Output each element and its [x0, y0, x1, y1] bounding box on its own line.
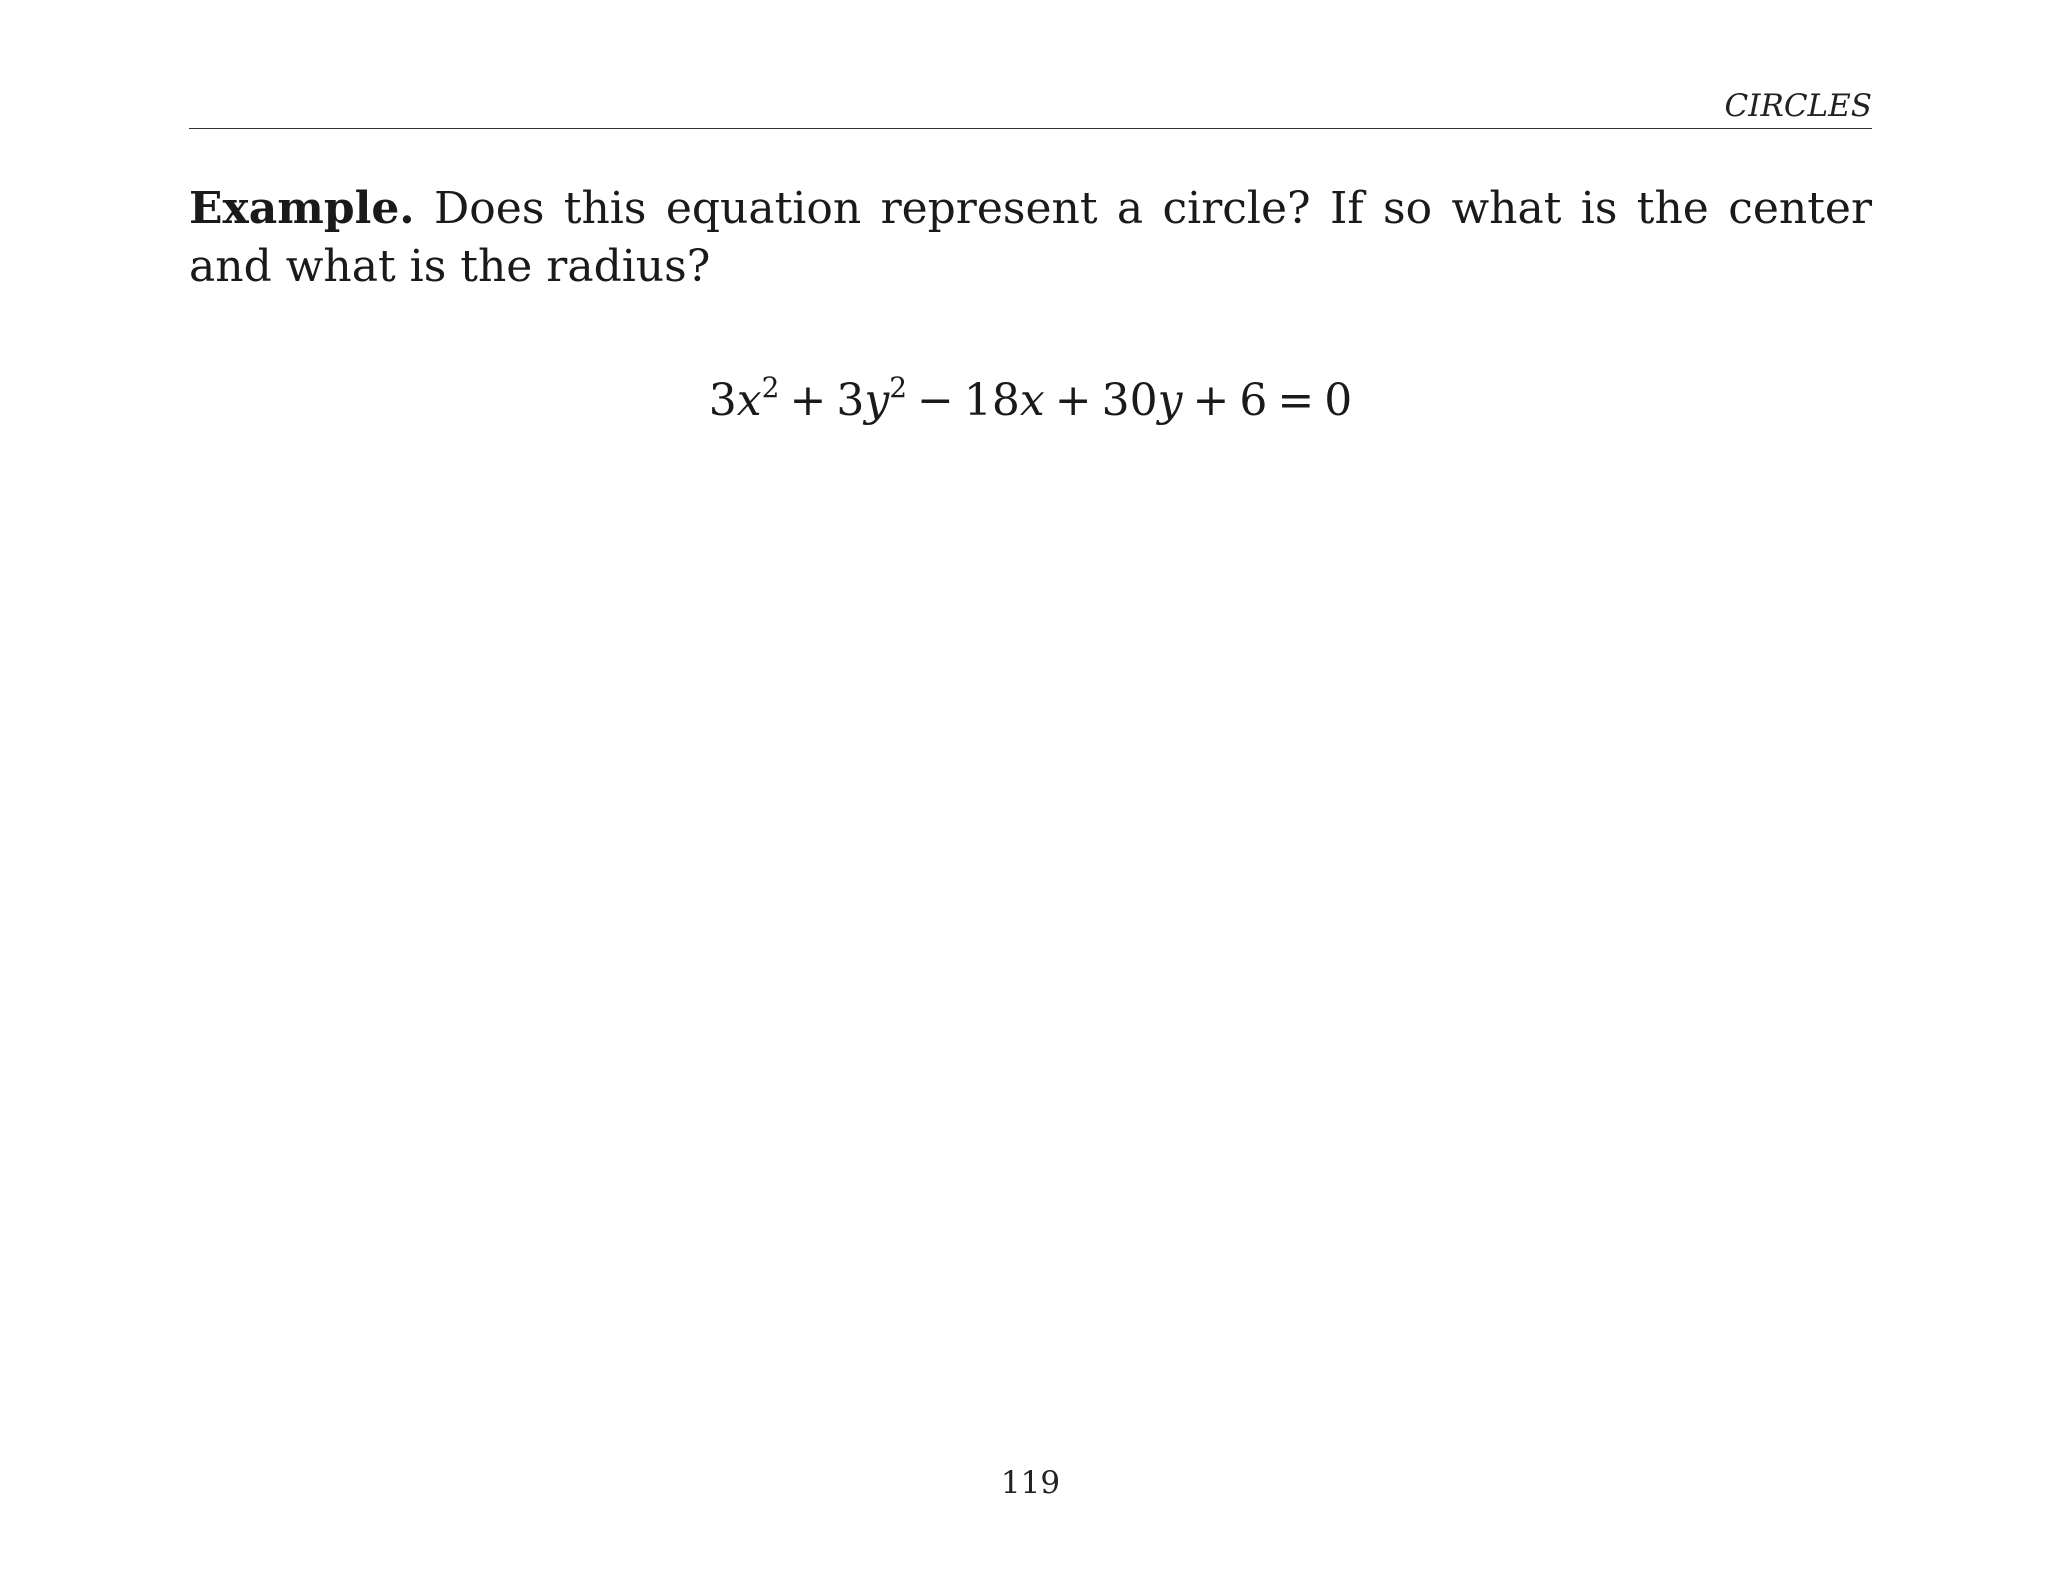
eq-term1-coef: 3: [708, 375, 737, 426]
page-number: 119: [1000, 1465, 1061, 1501]
eq-equals: =: [1277, 375, 1315, 426]
eq-term4-var: y: [1157, 375, 1183, 426]
eq-term1-var: x: [736, 375, 762, 426]
eq-op2: −: [917, 375, 954, 426]
header-rule: [189, 128, 1872, 129]
eq-term2-var: y: [864, 375, 890, 426]
eq-op4: +: [1192, 375, 1230, 426]
eq-rhs: 0: [1324, 375, 1353, 426]
eq-term3-var: x: [1019, 375, 1045, 426]
eq-term2-coef: 3: [836, 375, 865, 426]
eq-op3: +: [1054, 375, 1092, 426]
example-paragraph: [189, 180, 1872, 296]
eq-term4-coef: 30: [1101, 375, 1158, 426]
example-text: Does this equation represent a circle? If so what is the center and what is the radius?: [189, 183, 1872, 292]
eq-term2-exp: 2: [889, 371, 908, 404]
running-header-title: CIRCLES: [1724, 88, 1872, 124]
eq-term3-coef: 18: [963, 375, 1020, 426]
example-label: Example.: [189, 183, 415, 234]
equation: [189, 372, 1872, 430]
eq-op1: +: [789, 375, 827, 426]
eq-term5-const: 6: [1239, 375, 1268, 426]
eq-term1-exp: 2: [761, 371, 780, 404]
